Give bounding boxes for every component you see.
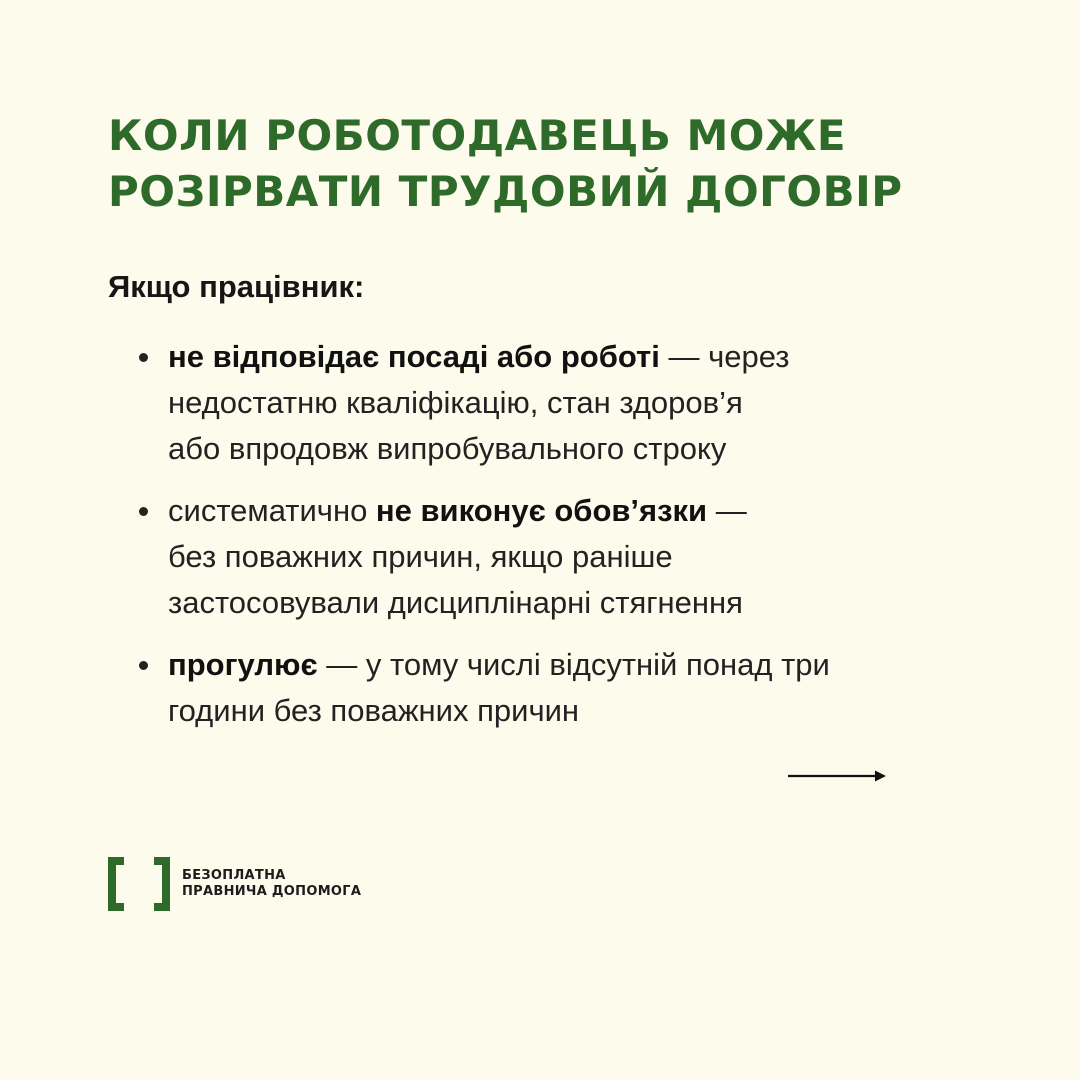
logo-line-1: БЕЗОПЛАТНА [182,868,286,883]
list-item-bold: прогулює [168,647,318,682]
logo-line-2: ПРАВНИЧА ДОПОМОГА [182,884,362,899]
list-item-line: недостатню кваліфікацію, стан здоров’я [168,385,743,420]
list-item-line [168,334,1014,380]
list-item-line: або впродовж випробувального строку [168,431,727,466]
intro-text: Якщо працівник: [108,269,365,304]
list-item [134,334,1014,472]
arrow-right-icon[interactable] [788,768,886,784]
page-title [108,108,968,220]
list-item-text: — [707,493,747,528]
list-item [134,488,1014,626]
title-line-2: РОЗІРВАТИ ТРУДОВИЙ ДОГОВІР [108,167,903,216]
list-item-line [168,642,1014,688]
list-item-line [168,488,1014,534]
list-item-text: систематично [168,493,376,528]
list-item-bold: не виконує обов’язки [375,493,708,528]
list-item-text: — у тому числі відсутній понад три [317,647,830,682]
list-item-line: без поважних причин, якщо раніше [168,539,673,574]
logo-text [182,868,361,900]
list-item-line: години без поважних причин [168,693,580,728]
logo [108,857,361,911]
title-line-1: КОЛИ РОБОТОДАВЕЦЬ МОЖЕ [108,111,847,160]
bullet-icon [139,507,148,516]
conditions-list [134,334,1014,750]
list-item [134,642,1014,734]
bullet-icon [139,353,148,362]
list-item-bold: не відповідає посаді або роботі [168,339,660,374]
list-item-line: застосовували дисциплінарні стягнення [168,585,743,620]
bracket-logo-icon [108,857,170,911]
list-item-text: — через [659,339,790,374]
bullet-icon [139,661,148,670]
